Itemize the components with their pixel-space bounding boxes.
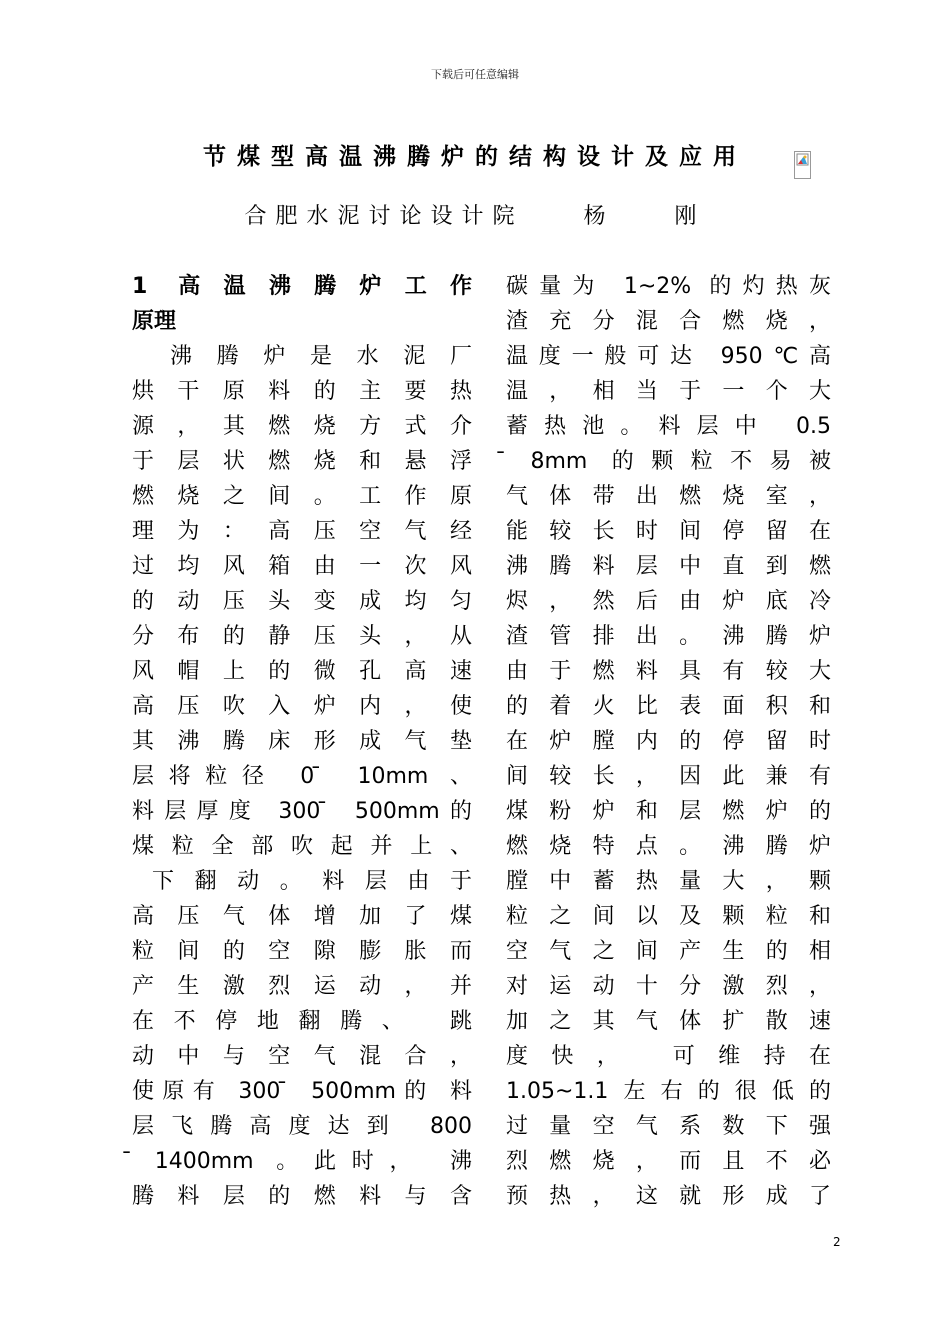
text-line: 高压气体增加了煤 [132, 904, 472, 929]
text-line: 过量空气系数下强 [506, 1114, 831, 1139]
text-line: 渣管排出。沸腾炉 [506, 624, 831, 649]
text-line: 由于燃料具有较大 [506, 659, 831, 684]
text-line: 煤粒全部吹起并上、 [132, 834, 472, 859]
text-line: 腾料层的燃料与含 [132, 1184, 472, 1209]
author-institution: 合肥水泥讨论设计院 [244, 204, 524, 229]
text-line: 于层状燃烧和悬浮 [132, 449, 472, 474]
text-line: 碳量为 1~2% 的灼热灰 [506, 274, 831, 299]
text-line: 烬，然后由炉底冷 [506, 589, 831, 614]
left-column [132, 269, 472, 1214]
text-line: ̄ 8mm 的颗粒不易被 [506, 449, 831, 474]
text-line: 沸腾炉是水泥厂 [170, 344, 472, 369]
text-line: 分布的静压头，从 [132, 624, 472, 649]
text-line: 其沸腾床形成气垫 [132, 729, 472, 754]
text-line: 的动压头变成均匀 [132, 589, 472, 614]
author-name-2: 刚 [674, 204, 706, 229]
text-line: 渣充分混合燃烧， [506, 309, 831, 334]
text-line: 使原有 300 ̄ 500mm的 料 [132, 1079, 472, 1104]
text-line: 源，其燃烧方式介 [132, 414, 472, 439]
author-line [0, 199, 950, 230]
text-line: 预热，这就形成了 [506, 1184, 831, 1209]
text-line: 空气之间产生的相 [506, 939, 831, 964]
author-name-1: 杨 [583, 204, 615, 229]
text-line: 1.05~1.1左右的很低的 [506, 1079, 831, 1104]
text-line: 烘干原料的主要热 [132, 379, 472, 404]
section-heading: 1 高温沸腾炉工作 [132, 274, 472, 299]
text-line: 燃烧之间。工作原 [132, 484, 472, 509]
broken-image-icon [794, 151, 811, 179]
text-line: 过均风箱由一次风 [132, 554, 472, 579]
document-title: 节煤型高温沸腾炉的结构设计及应用 [203, 144, 747, 170]
text-line: 膛中蓄热量大，颗 [506, 869, 831, 894]
page-header: 下载后可任意编辑 [431, 68, 519, 81]
section-heading-cont: 原理 [132, 309, 177, 334]
text-line: 层将粒径 0 ̄ 10mm 、 [132, 764, 472, 789]
text-line: 理为：高压空气经 [132, 519, 472, 544]
text-line: 加之其气体扩散速 [506, 1009, 831, 1034]
text-line: 燃烧特点。沸腾炉 [506, 834, 831, 859]
text-line: 风帽上的微孔高速 [132, 659, 472, 684]
text-line: 在不停地翻腾、 跳 [132, 1009, 472, 1034]
text-line: 在炉膛内的停留时 [506, 729, 831, 754]
text-line: 层飞腾高度达到 800 [132, 1114, 472, 1139]
right-column [506, 269, 831, 1214]
text-line: 气体带出燃烧室， [506, 484, 831, 509]
text-line: 间较长，因此兼有 [506, 764, 831, 789]
text-line: 高压吹入炉内，使 [132, 694, 472, 719]
text-line: 下翻动。料层由于 [152, 869, 472, 894]
text-line: 能较长时间停留在 [506, 519, 831, 544]
text-line: 粒间的空隙膨胀而 [132, 939, 472, 964]
text-line: 料层厚度 300 ̄ 500mm的 [132, 799, 472, 824]
text-line: 粒之间以及颗粒和 [506, 904, 831, 929]
text-line: 对运动十分激烈， [506, 974, 831, 999]
text-line: 沸腾料层中直到燃 [506, 554, 831, 579]
text-line: 蓄热池。料层中 0.5 [506, 414, 831, 439]
text-line: 煤粉炉和层燃炉的 [506, 799, 831, 824]
text-line: ̄ 1400mm 。此时， 沸 [132, 1149, 472, 1174]
text-line: 产生激烈运动，并 [132, 974, 472, 999]
text-line: 温度一般可达 950℃高 [506, 344, 831, 369]
text-line: 动中与空气混合， [132, 1044, 472, 1069]
text-line: 度快， 可维持在 [506, 1044, 831, 1069]
text-line: 温，相当于一个大 [506, 379, 831, 404]
text-line: 的着火比表面积和 [506, 694, 831, 719]
page-number: 2 [833, 1235, 841, 1249]
text-line: 烈燃烧，而且不必 [506, 1149, 831, 1174]
